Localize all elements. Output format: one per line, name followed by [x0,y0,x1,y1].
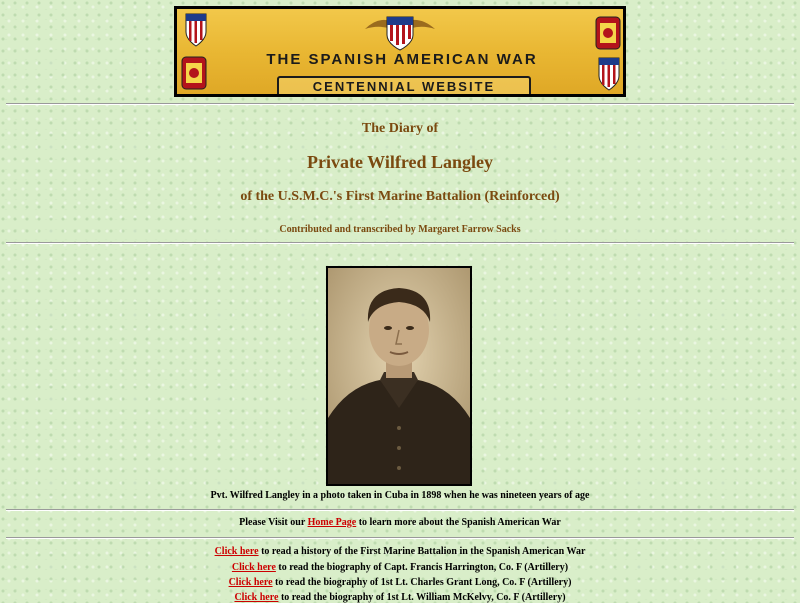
list-item [0,592,800,603]
divider [6,509,794,511]
home-page-link[interactable]: Home Page [307,517,357,528]
photo-caption: Pvt. Wilfred Langley in a photo taken in Cuba in 1898 when he was nineteen years of age [210,490,590,501]
portrait-photo [326,266,472,486]
heading-unit: of the U.S.M.C.'s First Marine Battalion (Reinforced) [240,189,560,204]
link-description: to read the biography of Capt. Francis Harrington, Co. F (Artillery) [275,562,569,573]
credit-line: Contributed and transcribed by Margaret Farrow Sacks [279,224,521,235]
heading-diary-of: The Diary of [361,121,439,136]
click-here-link[interactable]: Click here [214,546,259,557]
link-description: to read a history of the First Marine Battalion in the Spanish American War [258,546,586,557]
click-here-link[interactable]: Click here [228,577,273,588]
divider [6,242,794,244]
flag-shield-icon [598,57,620,91]
visit-prefix: Please Visit our [239,517,308,528]
page-title: Private Wilfred Langley [307,152,493,172]
click-here-link[interactable]: Click here [234,592,279,603]
spanish-crest-icon [179,53,209,93]
banner-title: THE SPANISH AMERICAN WAR [266,51,538,68]
list-item [0,546,800,557]
link-description: to read the biography of 1st Lt. William McKelvy, Co. F (Artillery) [278,592,566,603]
list-item [0,577,800,588]
spanish-crest-icon [593,13,623,53]
flag-shield-icon [185,13,207,47]
click-here-link[interactable]: Click here [231,562,276,573]
eagle-shield-icon [363,11,437,51]
divider [6,537,794,539]
list-item [0,562,800,573]
link-description: to read the biography of 1st Lt. Charles Grant Long, Co. F (Artillery) [272,577,572,588]
visit-suffix: to learn more about the Spanish American War [356,517,561,528]
banner-subtitle: CENTENNIAL WEBSITE [277,76,531,97]
portrait-image [328,268,470,484]
divider [6,103,794,105]
site-banner[interactable] [174,6,626,97]
visit-line [0,517,800,528]
